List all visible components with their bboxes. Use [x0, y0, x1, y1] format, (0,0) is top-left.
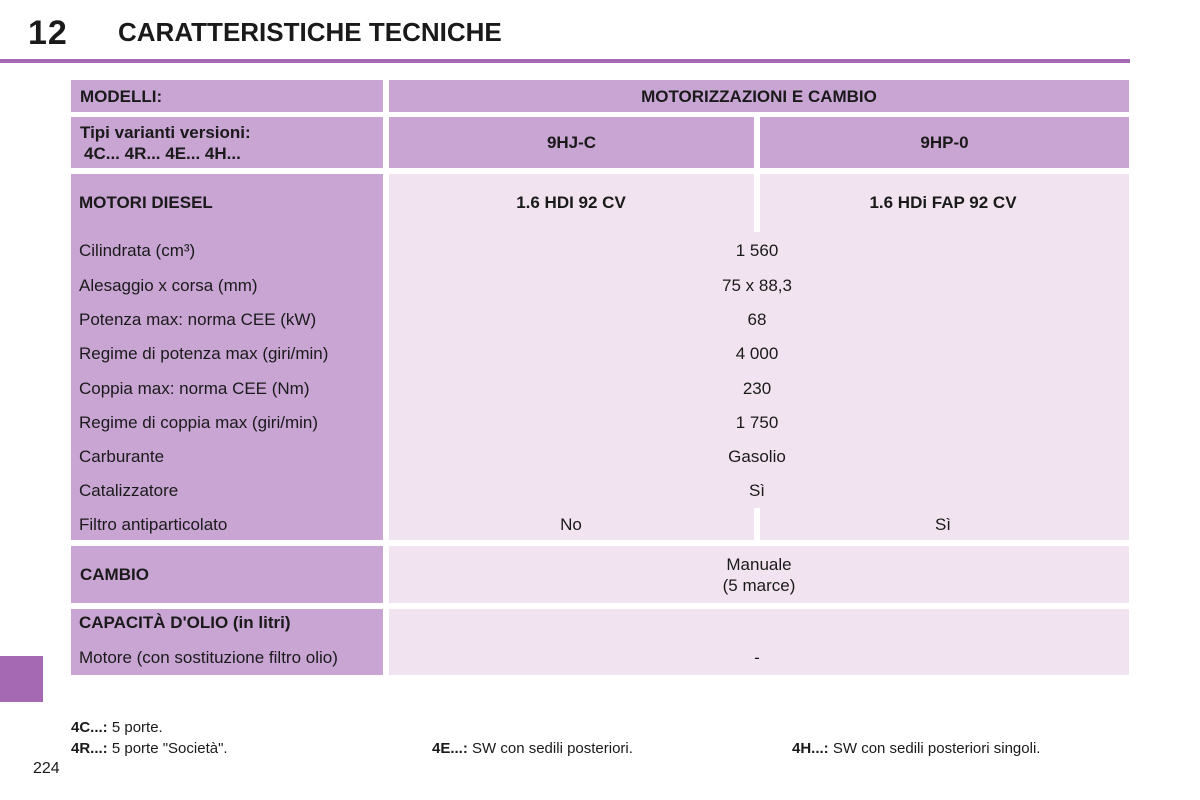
- spec-label: Carburante: [79, 447, 165, 466]
- engine-name: 1.6 HDI 92 CV: [516, 193, 626, 212]
- gearbox-label-cell: [71, 546, 383, 603]
- filter-value: Sì: [934, 515, 952, 534]
- gearbox-value-line1: Manuale: [726, 554, 792, 574]
- diesel-label: MOTORI DIESEL: [79, 193, 213, 212]
- footnote-4r: [71, 740, 228, 757]
- variant-code-cell-1: [389, 117, 754, 168]
- spec-label: Alesaggio x corsa (mm): [79, 276, 258, 295]
- chapter-side-tab: [0, 656, 43, 702]
- variant-label-line1: Tipi varianti versioni:: [80, 122, 251, 142]
- models-label: MODELLI:: [80, 86, 163, 106]
- variant-label-cell: [71, 117, 383, 168]
- spec-label: Cilindrata (cm³): [79, 241, 196, 260]
- footnote-code: 4E...:: [432, 740, 468, 757]
- spec-value: 75 x 88,3: [722, 276, 792, 295]
- chapter-number: 12: [28, 14, 68, 52]
- filter-column-divider: [754, 508, 760, 540]
- spec-label: Catalizzatore: [79, 481, 179, 500]
- page-number: 224: [33, 760, 60, 777]
- footnote-code: 4C...:: [71, 719, 108, 736]
- footnote-text: 5 porte.: [111, 719, 163, 736]
- engine-name: 1.6 HDi FAP 92 CV: [869, 193, 1017, 212]
- models-label-cell: [71, 80, 383, 112]
- spec-value: Gasolio: [728, 447, 786, 466]
- gearbox-value-line2: (5 marce): [722, 575, 796, 595]
- spec-label: Regime di coppia max (giri/min): [79, 413, 319, 432]
- spec-label: Coppia max: norma CEE (Nm): [79, 379, 310, 398]
- spec-value: 4 000: [735, 344, 779, 363]
- spec-value: 230: [742, 379, 772, 398]
- footnote-text: SW con sedili posteriori.: [472, 740, 633, 757]
- engines-gearbox-header-cell: [389, 80, 1129, 112]
- filter-value: No: [560, 515, 582, 534]
- footnote-code: 4H...:: [792, 740, 829, 757]
- footnote-text: 5 porte "Società".: [111, 740, 228, 757]
- spec-label: Regime di potenza max (giri/min): [79, 344, 329, 363]
- variant-code-cell-2: [760, 117, 1129, 168]
- gearbox-value-cell: [389, 546, 1129, 603]
- variant-code: 9HP-0: [920, 133, 969, 152]
- footnote-4h: [792, 740, 1040, 757]
- variant-code: 9HJ-C: [546, 133, 597, 152]
- footnote-code: 4R...:: [71, 740, 108, 757]
- spec-value: 1 750: [735, 413, 779, 432]
- variant-label-line2: 4C... 4R... 4E... 4H...: [84, 143, 241, 163]
- engines-gearbox-header: MOTORIZZAZIONI E CAMBIO: [641, 86, 877, 106]
- spec-value: 68: [747, 310, 767, 329]
- filter-label: Filtro antiparticolato: [79, 515, 228, 534]
- engine-column-divider: [754, 174, 760, 232]
- footnote-4c: [71, 719, 163, 736]
- footnote-text: SW con sedili posteriori singoli.: [832, 740, 1041, 757]
- spec-label: Potenza max: norma CEE (kW): [79, 310, 317, 329]
- oil-engine-value: -: [754, 648, 760, 667]
- footnote-4e: [432, 740, 633, 757]
- spec-value: Sì: [748, 481, 766, 500]
- header-divider: [0, 59, 1130, 63]
- gearbox-label: CAMBIO: [80, 565, 149, 584]
- oil-capacity-label: CAPACITÀ D'OLIO (in litri): [79, 613, 291, 632]
- oil-engine-label: Motore (con sostituzione filtro olio): [79, 648, 338, 667]
- page-title: CARATTERISTICHE TECNICHE: [118, 17, 502, 47]
- spec-value: 1 560: [735, 241, 779, 260]
